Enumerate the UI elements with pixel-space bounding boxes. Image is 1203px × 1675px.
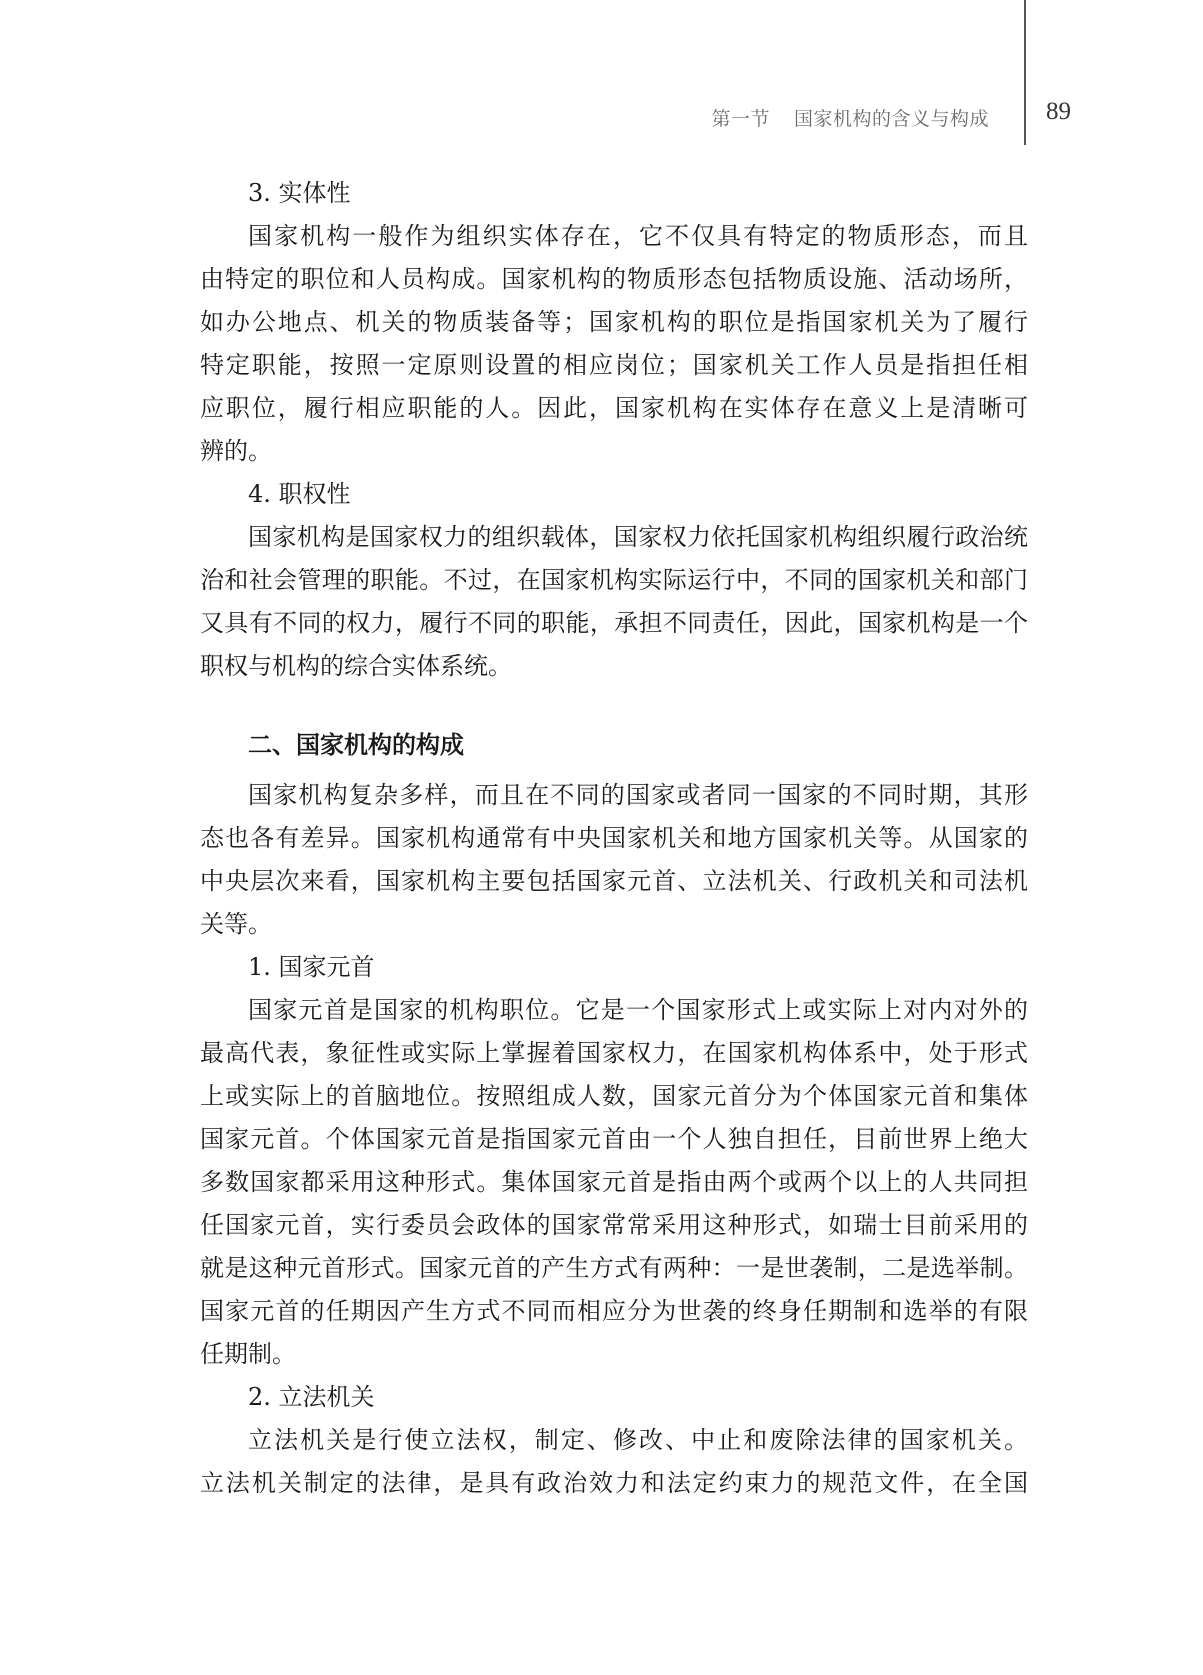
running-head bbox=[711, 104, 989, 131]
paragraph-line: 上或实际上的首脑地位。按照组成人数，国家元首分为个体国家元首和集体 bbox=[200, 1082, 1028, 1110]
paragraph-line: 又具有不同的权力，履行不同的职能，承担不同责任，因此，国家机构是一个 bbox=[200, 609, 1028, 637]
paragraph-line: 职权与机构的综合实体系统。 bbox=[200, 652, 512, 680]
running-head-title: 国家机构的含义与构成 bbox=[793, 108, 989, 130]
paragraph-line: 任期制。 bbox=[200, 1340, 296, 1368]
section-spacer bbox=[200, 688, 1028, 720]
paragraph-line: 辨的。 bbox=[200, 437, 272, 465]
running-head-section: 第一节 bbox=[711, 108, 770, 130]
paragraph-line: 中央层次来看，国家机构主要包括国家元首、立法机关、行政机关和司法机 bbox=[200, 867, 1028, 895]
paragraph-line: 治和社会管理的职能。不过，在国家机构实际运行中，不同的国家机关和部门 bbox=[200, 566, 1028, 594]
paragraph-line: 特定职能，按照一定原则设置的相应岗位；国家机关工作人员是指担任相 bbox=[200, 351, 1028, 379]
paragraph-line: 就是这种元首形式。国家元首的产生方式有两种：一是世袭制，二是选举制。 bbox=[200, 1254, 1028, 1282]
subsection-heading-2: 2. 立法机关 bbox=[248, 1383, 375, 1411]
paragraph-line: 国家元首是国家的机构职位。它是一个国家形式上或实际上对内对外的 bbox=[248, 996, 1028, 1024]
paragraph-line: 应职位，履行相应职能的人。因此，国家机构在实体存在意义上是清晰可 bbox=[200, 394, 1028, 422]
paragraph-line: 立法机关制定的法律，是具有政治效力和法定约束力的规范文件，在全国 bbox=[200, 1469, 1028, 1497]
paragraph-line: 态也各有差异。国家机构通常有中央国家机关和地方国家机关等。从国家的 bbox=[200, 824, 1028, 852]
paragraph-line: 国家机构一般作为组织实体存在，它不仅具有特定的物质形态，而且 bbox=[248, 222, 1028, 250]
paragraph-line: 立法机关是行使立法权，制定、修改、中止和废除法律的国家机关。 bbox=[248, 1426, 1028, 1454]
paragraph-line: 国家机构是国家权力的组织载体，国家权力依托国家机构组织履行政治统 bbox=[248, 523, 1028, 551]
item-heading-4: 4. 职权性 bbox=[248, 480, 351, 508]
paragraph-line: 如办公地点、机关的物质装备等；国家机构的职位是指国家机关为了履行 bbox=[200, 308, 1028, 336]
page-body bbox=[200, 172, 1028, 1505]
paragraph-line: 关等。 bbox=[200, 910, 272, 938]
paragraph-line: 任国家元首，实行委员会政体的国家常常采用这种形式，如瑞士目前采用的 bbox=[200, 1211, 1028, 1239]
section-heading: 二、国家机构的构成 bbox=[248, 731, 464, 759]
paragraph-line: 多数国家都采用这种形式。集体国家元首是指由两个或两个以上的人共同担 bbox=[200, 1168, 1028, 1196]
paragraph-line: 国家机构复杂多样，而且在不同的国家或者同一国家的不同时期，其形 bbox=[248, 781, 1028, 809]
paragraph-line: 由特定的职位和人员构成。国家机构的物质形态包括物质设施、活动场所， bbox=[200, 265, 1028, 293]
paragraph-line: 国家元首。个体国家元首是指国家元首由一个人独自担任，目前世界上绝大 bbox=[200, 1125, 1028, 1153]
page-number: 89 bbox=[1046, 98, 1071, 125]
item-heading-3: 3. 实体性 bbox=[248, 179, 351, 207]
paragraph-line: 国家元首的任期因产生方式不同而相应分为世袭的终身任期制和选举的有限 bbox=[200, 1297, 1028, 1325]
paragraph-line: 最高代表，象征性或实际上掌握着国家权力，在国家机构体系中，处于形式 bbox=[200, 1039, 1028, 1067]
header-vertical-rule bbox=[1024, 0, 1026, 145]
subsection-heading-1: 1. 国家元首 bbox=[248, 953, 375, 981]
